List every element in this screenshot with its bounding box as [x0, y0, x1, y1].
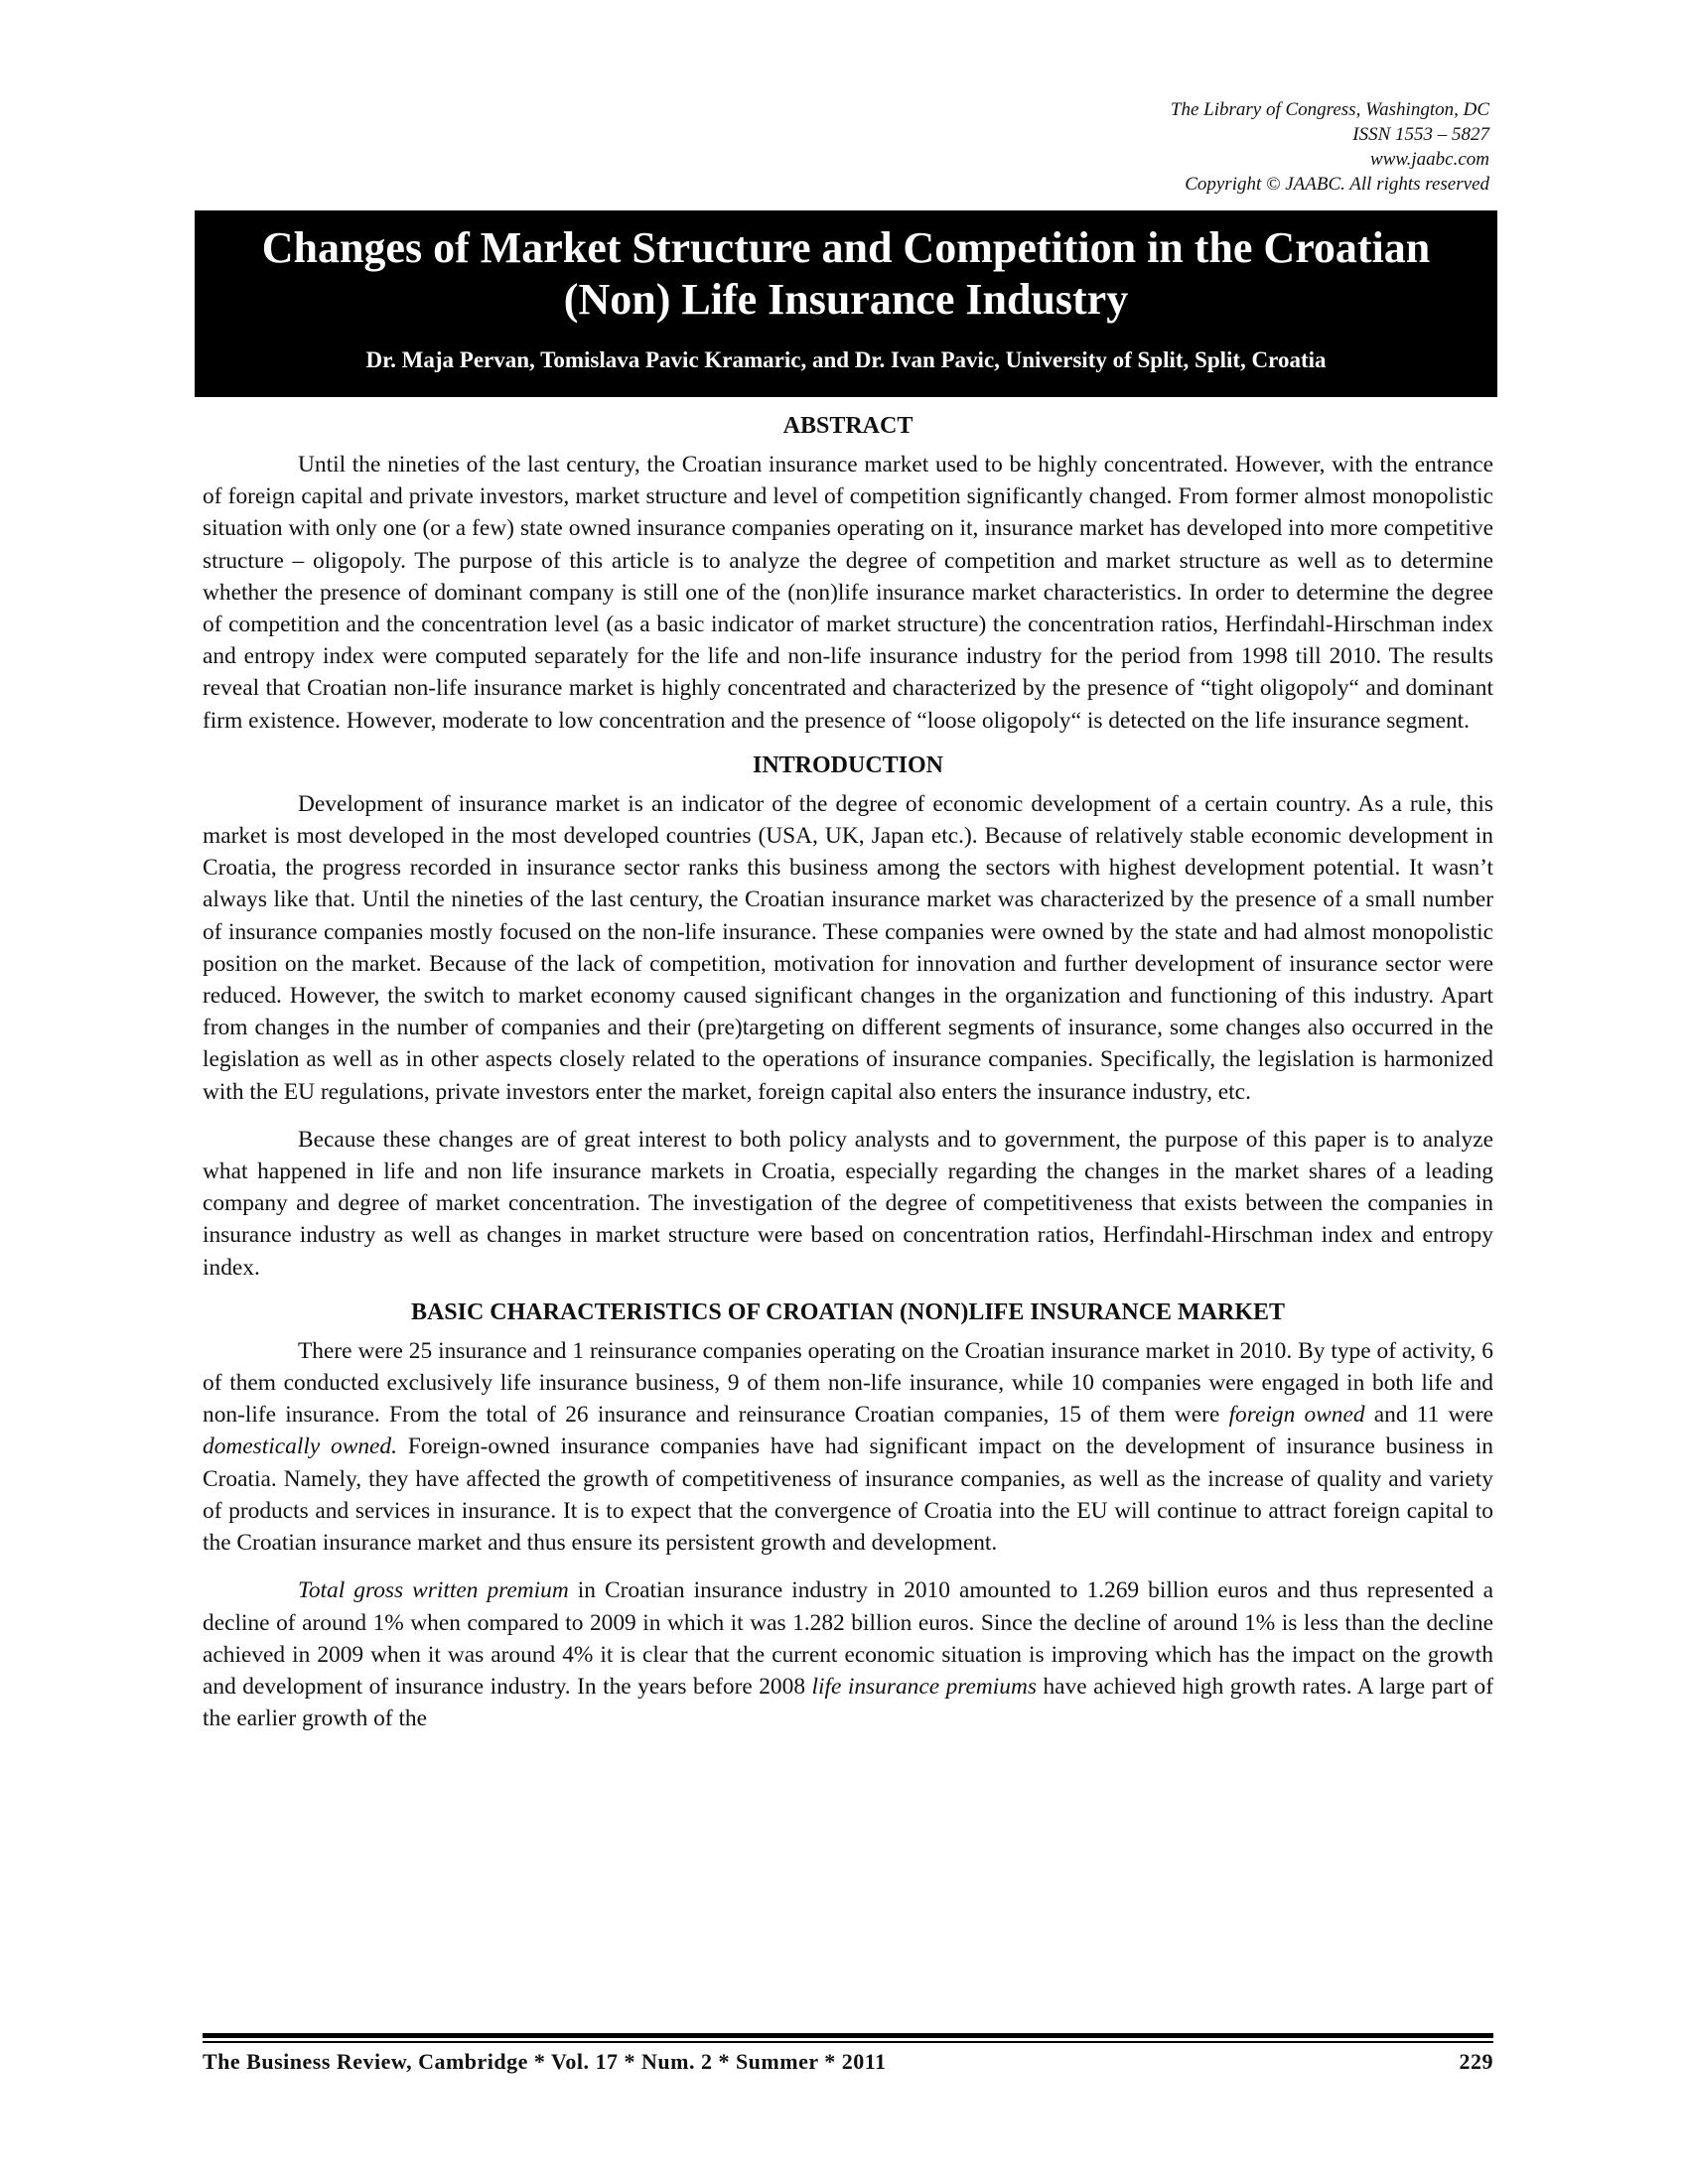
- page-number: 229: [1459, 2049, 1493, 2074]
- title-line-2: (Non) Life Insurance Industry: [563, 275, 1129, 324]
- paper-title: [195, 210, 1497, 326]
- abstract-heading: ABSTRACT: [782, 413, 914, 439]
- page-footer: [203, 2049, 1493, 2075]
- copyright-line: Copyright © JAABC. All rights reserved: [1185, 174, 1489, 195]
- publisher-line: The Library of Congress, Washington, DC: [1170, 99, 1489, 120]
- footer-rule-thin: [203, 2041, 1493, 2043]
- author-line: Dr. Maja Pervan, Tomislava Pavic Kramaric, and Dr. Ivan Pavic, University of Split, Split, Croatia: [365, 347, 1327, 372]
- introduction-paragraph-2: Because these changes are of great interest to both policy analysts and to government, the purpose of this paper is to analyze what happened in life and non life insurance markets in Croatia, especially regarding the changes in the market shares of a leading company and degree of market concentration. The investigation of the degree of competitiveness that exists between the companies in insurance industry as well as changes in market structure were based on concentration ratios, Herfindahl-Hirschman index and entropy index.: [203, 1126, 1493, 1281]
- article-body: [203, 405, 1493, 1750]
- introduction-heading: INTRODUCTION: [752, 751, 944, 778]
- basic-characteristics-paragraph-2: Total gross written premium in Croatian insurance industry in 2010 amounted to 1.269 billion euros and thus represented a decline of around 1% when compared to 2009 in which it was 1.282 billion euros. Since the decline of around 1% is less than the decline achieved in 2009 when it was around 4% it is clear that the current economic situation is improving which has the impact on the growth and development of insurance industry. In the years before 2008 life insurance premiums have achieved high growth rates. A large part of the earlier growth of the: [203, 1577, 1493, 1732]
- abstract-paragraph: Until the nineties of the last century, the Croatian insurance market used to be highly concentrated. However, with the entrance of foreign capital and private investors, market structure and level of competition significantly changed. From former almost monopolistic situation with only one (or a few) state owned insurance companies operating on it, insurance market has developed into more competitive structure – oligopoly. The purpose of this article is to analyze the degree of competition and market structure as well as to determine whether the presence of dominant company is still one of the (non)life insurance market characteristics. In order to determine the degree of competition and the concentration level (as a basic indicator of market structure) the concentration ratios, Herfindahl-Hirschman index and entropy index were computed separately for the life and non-life insurance industry for the period from 1998 till 2010. The results reveal that Croatian non-life insurance market is highly concentrated and characterized by the presence of “tight oligopoly“ and dominant firm existence. However, moderate to low concentration and the presence of “loose oligopoly“ is detected on the life insurance segment.: [203, 452, 1493, 734]
- emphasis-life-insurance-premiums: life insurance premiums: [811, 1673, 1037, 1700]
- emphasis-foreign-owned: foreign owned: [1228, 1402, 1365, 1429]
- journal-citation: The Business Review, Cambridge * Vol. 17 * Num. 2 * Summer * 2011: [203, 2049, 887, 2074]
- basic-characteristics-heading: BASIC CHARACTERISTICS OF CROATIAN (NON)LIFE INSURANCE MARKET: [410, 1298, 1286, 1325]
- basic-characteristics-paragraph-1: There were 25 insurance and 1 reinsurance companies operating on the Croatian insurance market in 2010. By type of activity, 6 of them conducted exclusively life insurance business, 9 of them non-life insurance, while 10 companies were engaged in both life and non-life insurance. From the total of 26 insurance and reinsurance Croatian companies, 15 of them were foreign owned and 11 were domestically owned. Foreign-owned insurance companies have had significant impact on the development of insurance business in Croatia. Namely, they have affected the growth of competitiveness of insurance companies, as well as the increase of quality and variety of products and services in insurance. It is to expect that the convergence of Croatia into the EU will continue to attract foreign capital to the Croatian insurance market and thus ensure its persistent growth and development.: [203, 1337, 1493, 1557]
- footer-rule-thick: [203, 2033, 1493, 2038]
- title-banner: [195, 210, 1497, 397]
- emphasis-domestically-owned: domestically owned.: [203, 1433, 397, 1460]
- emphasis-total-gross-written-premium: Total gross written premium: [298, 1577, 569, 1604]
- publication-info: [1171, 97, 1489, 197]
- introduction-paragraph-1: Development of insurance market is an indicator of the degree of economic development of a certain country. As a rule, this market is most developed in the most developed countries (USA, UK, Japan etc.). Because of relatively stable economic development in Croatia, the progress recorded in insurance sector ranks this business among the sectors with highest development potential. It wasn’t always like that. Until the nineties of the last century, the Croatian insurance market was characterized by the presence of a small number of insurance companies mostly focused on the non-life insurance. These companies were owned by the state and had almost monopolistic position on the market. Because of the lack of competition, motivation for innovation and further development of insurance sector were reduced. However, the switch to market economy caused significant changes in the organization and functioning of this industry. Apart from changes in the number of companies and their (pre)targeting on different segments of insurance, some changes also occurred in the legislation as well as in other aspects closely related to the operations of insurance companies. Specifically, the legislation is harmonized with the EU regulations, private investors enter the market, foreign capital also enters the insurance industry, etc.: [203, 790, 1493, 1105]
- website-line: www.jaabc.com: [1370, 149, 1489, 170]
- title-line-1: Changes of Market Structure and Competition in the Croatian: [261, 223, 1431, 272]
- issn-line: ISSN 1553 – 5827: [1352, 124, 1489, 145]
